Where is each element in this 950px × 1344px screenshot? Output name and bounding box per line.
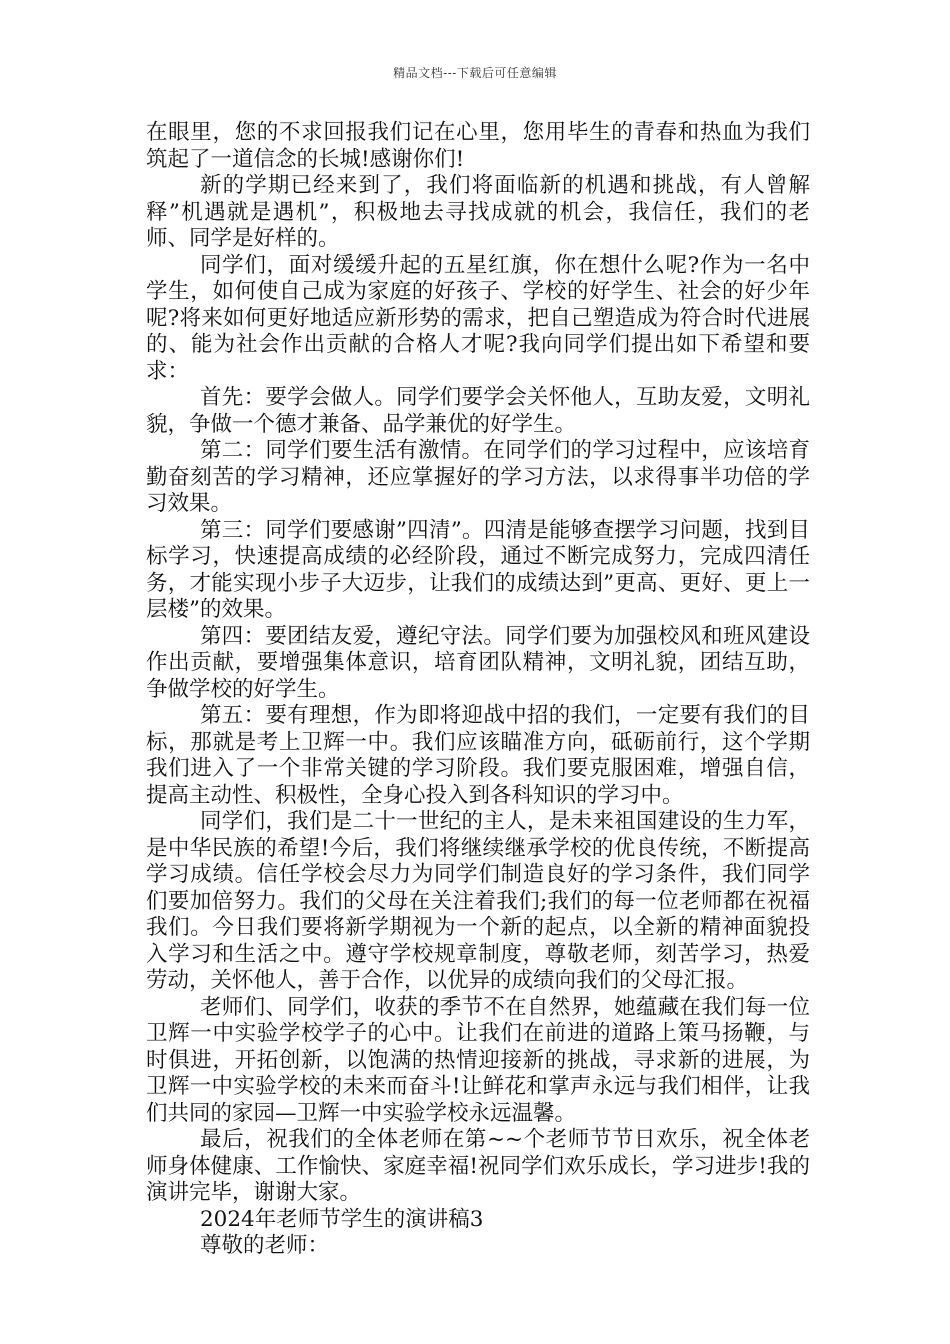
salutation: 尊敬的老师： xyxy=(200,1233,330,1258)
paragraph-fifth: 第五：要有理想，作为即将迎战中招的我们，一定要有我们的目标，那就是考上卫辉一中。我们应该瞄准方向，砥砺前行，这个学期我们进入了一个非常关键的学习阶段。我们要克服困难，增强自信，提高主动性、积极性，全身心投入到各科知识的学习中。 xyxy=(146,703,810,808)
paragraph-flag: 同学们，面对缓缓升起的五星红旗，你在想什么呢?作为一名中学生，如何使自己成为家庭的好孩子、学校的好学生、社会的好少年呢?将来如何更好地适应新形势的需求，把自己塑造成为符合时代进展的、能为社会作出贡献的合格人才呢?我向同学们提出如下希望和要求： xyxy=(146,252,810,384)
paragraph-fourth: 第四：要团结友爱，遵纪守法。同学们要为加强校风和班风建设作出贡献，要增强集体意识，培育团队精神，文明礼貌，团结互助，争做学校的好学生。 xyxy=(146,623,810,702)
section-title: 2024年老师节学生的演讲稿3 xyxy=(200,1206,484,1232)
document-body xyxy=(146,120,810,1260)
paragraph-future: 同学们，我们是二十一世纪的主人，是未来祖国建设的生力军，是中华民族的希望!今后，我们将继续继承学校的优良传统，不断提高学习成绩。信任学校会尽力为同学们制造良好的学习条件，我们同学们要加倍努力。我们的父母在关注着我们;我们的每一位老师都在祝福我们。今日我们要将新学期视为一个新的起点，以全新的精神面貌投入学习和生活之中。遵守学校规章制度，尊敬老师，刻苦学习，热爱劳动，关怀他人，善于合作，以优异的成绩向我们的父母汇报。 xyxy=(146,809,810,993)
paragraph-closing: 最后，祝我们的全体老师在第~~个老师节节日欢乐，祝全体老师身体健康、工作愉快、家庭幸福!祝同学们欢乐成长，学习进步!我的演讲完毕，谢谢大家。 xyxy=(146,1127,810,1205)
paragraph-harvest: 老师们、同学们，收获的季节不在自然界，她蕴藏在我们每一位卫辉一中实验学校学子的心中。让我们在前进的道路上策马扬鞭，与时俱进，开拓创新，以饱满的热情迎接新的挑战，寻求新的进展，为卫辉一中实验学校的未来而奋斗!让鲜花和掌声永远与我们相伴，让我们共同的家园—卫辉一中实验学校永远温馨。 xyxy=(146,994,810,1126)
paragraph-third: 第三：同学们要感谢”四清”。四清是能够查摆学习问题，找到目标学习，快速提高成绩的必经阶段，通过不断完成努力，完成四清任务，才能实现小步子大迈步，让我们的成绩达到”更高、更好、更上一层楼”的效果。 xyxy=(146,517,810,622)
paragraph-first: 首先：要学会做人。同学们要学会关怀他人，互助友爱，文明礼貌，争做一个德才兼备、品学兼优的好学生。 xyxy=(146,385,810,437)
paragraph-second: 第二：同学们要生活有激情。在同学们的学习过程中，应该培育勤奋刻苦的学习精神，还应掌握好的学习方法，以求得事半功倍的学习效果。 xyxy=(146,438,810,516)
page-header: 精品文档---下载后可任意编辑 xyxy=(393,66,557,80)
paragraph-continuation: 在眼里，您的不求回报我们记在心里，您用毕生的青春和热血为我们筑起了一道信念的长城!感谢你们! xyxy=(146,120,810,172)
paragraph-new-semester: 新的学期已经来到了，我们将面临新的机遇和挑战，有人曾解释”机遇就是遇机”，积极地去寻找成就的机会，我信任，我们的老师、同学是好样的。 xyxy=(146,173,810,251)
